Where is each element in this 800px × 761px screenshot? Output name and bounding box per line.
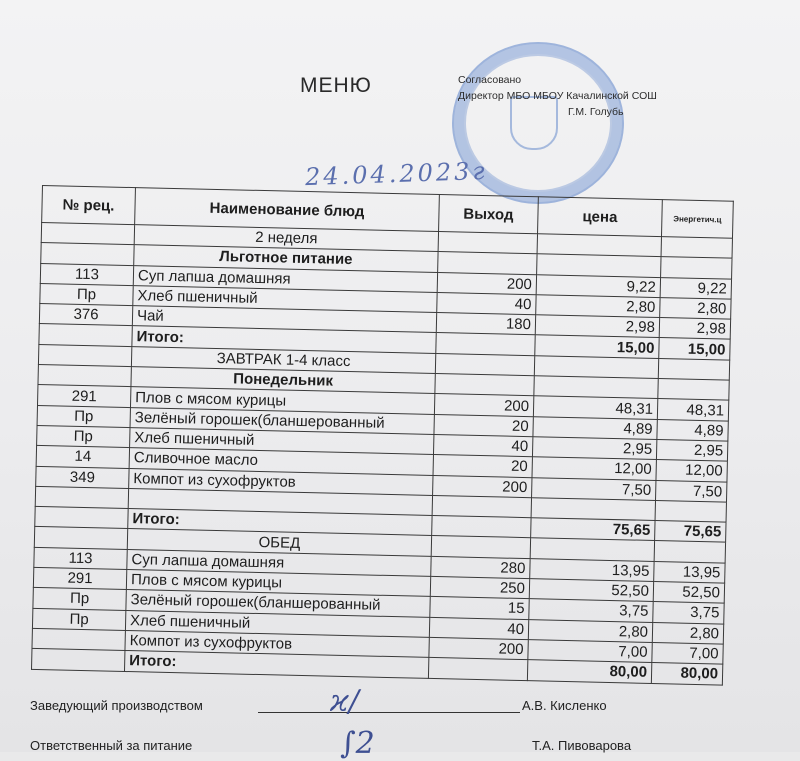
price-cell: 15,00 [535, 335, 659, 358]
energy-cell: 80,00 [651, 663, 722, 685]
price-cell [530, 538, 654, 561]
energy-cell: 52,50 [653, 582, 724, 604]
output-cell [428, 658, 527, 681]
dish-name-cell: Суп лапша домашняя [127, 549, 431, 576]
output-cell: 200 [434, 394, 533, 417]
output-cell: 180 [436, 313, 535, 336]
energy-cell: 9,22 [660, 277, 731, 299]
dish-name-cell: Зелёный горошек(бланшерованный [130, 407, 434, 434]
price-cell: 75,65 [531, 518, 655, 541]
recipe-number-cell: 113 [34, 547, 127, 569]
output-cell: 200 [437, 272, 536, 295]
price-cell [537, 254, 661, 277]
price-cell: 80,00 [527, 660, 651, 683]
recipe-number-cell: Пр [33, 588, 126, 610]
price-cell: 3,75 [529, 599, 653, 622]
price-cell [534, 376, 658, 399]
price-cell: 2,98 [535, 315, 659, 338]
energy-cell [661, 257, 732, 279]
energy-cell [655, 500, 726, 522]
price-cell: 2,80 [528, 619, 652, 642]
dish-name-cell: ЗАВТРАК 1-4 класс [131, 346, 435, 373]
dish-name-cell: Суп лапша домашняя [133, 265, 437, 292]
recipe-number-cell [32, 628, 125, 650]
dish-name-cell: ОБЕД [127, 529, 431, 556]
header-dish-name: Наименование блюд [135, 188, 440, 232]
approval-block [458, 72, 657, 120]
output-cell: 250 [430, 576, 529, 599]
header-recipe-number: № рец. [42, 186, 136, 225]
energy-cell: 2,80 [660, 297, 731, 319]
price-cell: 7,00 [528, 640, 652, 663]
dish-name-cell: Хлеб пшеничный [133, 285, 437, 312]
energy-cell [661, 237, 732, 259]
dish-name-cell: Плов с мясом курицы [126, 570, 430, 597]
energy-cell: 75,65 [655, 521, 726, 543]
dish-name-cell: Компот из сухофруктов [129, 468, 433, 495]
output-cell [435, 374, 534, 397]
approval-line-2: Директор МБО МБОУ Качалинской СОШ [458, 90, 657, 102]
output-cell: 280 [431, 556, 530, 579]
recipe-number-cell [41, 223, 134, 245]
footer-label-production: Заведующий производством [30, 698, 203, 713]
energy-cell [658, 379, 729, 401]
dish-name-cell: Чай [132, 306, 436, 333]
dish-name-cell: Итого: [128, 509, 432, 536]
price-cell: 4,89 [533, 416, 657, 439]
dish-name-cell: Компот из сухофруктов [125, 630, 429, 657]
signature-mark: ∫2 [340, 726, 375, 761]
recipe-number-cell [38, 365, 131, 387]
energy-cell: 7,50 [656, 480, 727, 502]
approval-line-1: Согласовано [458, 74, 522, 86]
signature-rule [258, 712, 520, 713]
recipe-number-cell: Пр [37, 405, 130, 427]
energy-cell: 12,00 [656, 460, 727, 482]
energy-cell: 48,31 [657, 399, 728, 421]
recipe-number-cell [34, 527, 127, 549]
dish-name-cell: Сливочное масло [129, 448, 433, 475]
header-output: Выход [439, 195, 539, 234]
handwritten-date: 24.04.2023г [304, 156, 488, 192]
price-cell: 9,22 [536, 274, 660, 297]
output-cell [438, 252, 537, 275]
recipe-number-cell: 113 [40, 263, 133, 285]
recipe-number-cell: 291 [33, 567, 126, 589]
footer-name-production: А.В. Кисленко [522, 698, 607, 713]
recipe-number-cell: 14 [36, 446, 129, 468]
recipe-number-cell [41, 243, 134, 265]
output-cell [436, 333, 535, 356]
output-cell [435, 353, 534, 376]
recipe-number-cell [35, 507, 128, 529]
energy-cell: 2,80 [652, 622, 723, 644]
price-cell: 7,50 [532, 477, 656, 500]
output-cell [432, 495, 531, 518]
output-cell: 40 [429, 617, 528, 640]
recipe-number-cell: Пр [37, 425, 130, 447]
menu-table [31, 185, 734, 685]
dish-name-cell: Итого: [132, 326, 436, 353]
signature-mark: ϰ/ [330, 684, 359, 719]
recipe-number-cell [38, 344, 131, 366]
recipe-number-cell [35, 486, 128, 508]
dish-name-cell: 2 неделя [134, 225, 438, 252]
header-energy: Энергетич.ц [661, 200, 733, 239]
dish-name-cell: Плов с мясом курицы [130, 387, 434, 414]
output-cell [431, 536, 530, 559]
energy-cell: 13,95 [654, 561, 725, 583]
output-cell [438, 232, 537, 255]
recipe-number-cell: 291 [38, 385, 131, 407]
energy-cell: 4,89 [657, 419, 728, 441]
output-cell: 15 [430, 597, 529, 620]
price-cell [534, 356, 658, 379]
energy-cell: 15,00 [659, 338, 730, 360]
output-cell: 200 [429, 637, 528, 660]
output-cell: 200 [433, 475, 532, 498]
recipe-number-cell [32, 649, 125, 671]
price-cell: 12,00 [532, 457, 656, 480]
dish-name-cell: Итого: [124, 651, 428, 678]
header-price: цена [538, 197, 663, 237]
output-cell: 40 [437, 292, 536, 315]
price-cell: 2,80 [536, 295, 660, 318]
output-cell [432, 516, 531, 539]
approval-line-3: Г.М. Голубь [568, 106, 624, 118]
price-cell: 48,31 [533, 396, 657, 419]
energy-cell: 2,98 [659, 318, 730, 340]
recipe-number-cell: Пр [32, 608, 125, 630]
price-cell: 13,95 [530, 558, 654, 581]
dish-name-cell: Понедельник [131, 367, 435, 394]
energy-cell: 7,00 [652, 642, 723, 664]
document-title: МЕНЮ [300, 74, 372, 97]
output-cell: 20 [433, 455, 532, 478]
dish-name-cell: Хлеб пшеничный [130, 428, 434, 455]
dish-name-cell: Зелёный горошек(бланшерованный [126, 590, 430, 617]
price-cell: 2,95 [532, 437, 656, 460]
price-cell [537, 234, 661, 257]
recipe-number-cell [39, 324, 132, 346]
price-cell [531, 498, 655, 521]
output-cell: 20 [434, 414, 533, 437]
energy-cell: 2,95 [656, 439, 727, 461]
price-cell: 52,50 [529, 579, 653, 602]
energy-cell: 3,75 [653, 602, 724, 624]
energy-cell [654, 541, 725, 563]
dish-name-cell: Хлеб пшеничный [125, 610, 429, 637]
footer-name-nutrition: Т.А. Пивоварова [532, 738, 632, 753]
recipe-number-cell: Пр [40, 283, 133, 305]
dish-name-cell: Льготное питание [134, 245, 438, 272]
recipe-number-cell: 376 [39, 304, 132, 326]
energy-cell [658, 358, 729, 380]
menu-table-wrapper [31, 185, 734, 685]
footer-label-nutrition: Ответственный за питание [30, 738, 193, 753]
recipe-number-cell: 349 [36, 466, 129, 488]
output-cell: 40 [433, 434, 532, 457]
